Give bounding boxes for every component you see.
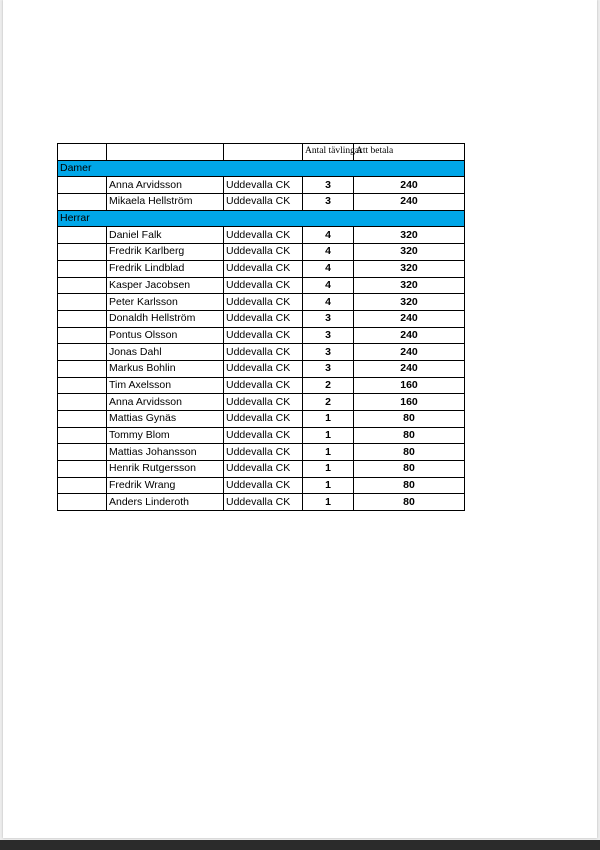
club-cell: Uddevalla CK — [224, 427, 303, 444]
club-cell: Uddevalla CK — [224, 461, 303, 478]
name-cell: Fredrik Wrang — [107, 477, 224, 494]
name-cell: Peter Karlsson — [107, 294, 224, 311]
blank-cell — [58, 461, 107, 478]
club-cell: Uddevalla CK — [224, 327, 303, 344]
club-cell: Uddevalla CK — [224, 344, 303, 361]
blank-cell — [58, 360, 107, 377]
name-cell: Anna Arvidsson — [107, 177, 224, 194]
club-cell: Uddevalla CK — [224, 227, 303, 244]
blank-cell — [58, 344, 107, 361]
name-cell: Fredrik Karlberg — [107, 244, 224, 261]
pay-cell: 240 — [354, 310, 465, 327]
pay-cell: 80 — [354, 494, 465, 511]
pay-cell: 320 — [354, 260, 465, 277]
group-label: Herrar — [58, 210, 465, 227]
group-row-damer — [58, 160, 465, 177]
name-cell: Mattias Gynäs — [107, 411, 224, 428]
table-row — [58, 444, 465, 461]
count-cell: 3 — [303, 310, 354, 327]
table-row — [58, 177, 465, 194]
table-row — [58, 461, 465, 478]
blank-header-cell — [58, 144, 107, 161]
blank-header-cell — [224, 144, 303, 161]
pay-cell: 160 — [354, 394, 465, 411]
table-row — [58, 394, 465, 411]
count-cell: 4 — [303, 260, 354, 277]
results-table — [57, 143, 465, 511]
blank-cell — [58, 277, 107, 294]
results-table-body — [58, 144, 465, 511]
club-cell: Uddevalla CK — [224, 477, 303, 494]
pay-cell: 240 — [354, 360, 465, 377]
count-cell: 4 — [303, 227, 354, 244]
count-cell: 1 — [303, 461, 354, 478]
table-row — [58, 194, 465, 211]
blank-cell — [58, 194, 107, 211]
blank-cell — [58, 327, 107, 344]
club-cell: Uddevalla CK — [224, 294, 303, 311]
count-cell: 1 — [303, 427, 354, 444]
count-cell: 4 — [303, 294, 354, 311]
blank-header-cell — [107, 144, 224, 161]
header-row — [58, 144, 465, 161]
name-cell: Tim Axelsson — [107, 377, 224, 394]
table-row — [58, 260, 465, 277]
blank-cell — [58, 294, 107, 311]
name-cell: Mikaela Hellström — [107, 194, 224, 211]
club-cell: Uddevalla CK — [224, 411, 303, 428]
pay-cell: 240 — [354, 344, 465, 361]
club-cell: Uddevalla CK — [224, 444, 303, 461]
group-row-herrar — [58, 210, 465, 227]
name-cell: Mattias Johansson — [107, 444, 224, 461]
club-cell: Uddevalla CK — [224, 244, 303, 261]
blank-cell — [58, 411, 107, 428]
blank-cell — [58, 177, 107, 194]
blank-cell — [58, 310, 107, 327]
count-cell: 3 — [303, 360, 354, 377]
group-label: Damer — [58, 160, 465, 177]
blank-cell — [58, 477, 107, 494]
table-row — [58, 411, 465, 428]
name-cell: Fredrik Lindblad — [107, 260, 224, 277]
name-cell: Pontus Olsson — [107, 327, 224, 344]
blank-cell — [58, 227, 107, 244]
pay-cell: 320 — [354, 227, 465, 244]
table-row — [58, 294, 465, 311]
pay-cell: 240 — [354, 194, 465, 211]
table-row — [58, 477, 465, 494]
count-cell: 3 — [303, 194, 354, 211]
pay-cell: 80 — [354, 477, 465, 494]
count-cell: 1 — [303, 494, 354, 511]
table-row — [58, 494, 465, 511]
table-row — [58, 277, 465, 294]
club-cell: Uddevalla CK — [224, 277, 303, 294]
club-cell: Uddevalla CK — [224, 260, 303, 277]
club-cell: Uddevalla CK — [224, 394, 303, 411]
pay-cell: 80 — [354, 444, 465, 461]
blank-cell — [58, 394, 107, 411]
count-cell: 1 — [303, 411, 354, 428]
header-att-betala: Att betala — [354, 144, 465, 161]
name-cell: Kasper Jacobsen — [107, 277, 224, 294]
count-cell: 1 — [303, 477, 354, 494]
name-cell: Donaldh Hellström — [107, 310, 224, 327]
name-cell: Henrik Rutgersson — [107, 461, 224, 478]
count-cell: 3 — [303, 327, 354, 344]
count-cell: 2 — [303, 394, 354, 411]
pay-cell: 320 — [354, 294, 465, 311]
blank-cell — [58, 444, 107, 461]
club-cell: Uddevalla CK — [224, 310, 303, 327]
blank-cell — [58, 377, 107, 394]
pay-cell: 240 — [354, 177, 465, 194]
count-cell: 4 — [303, 244, 354, 261]
blank-cell — [58, 260, 107, 277]
table-row — [58, 327, 465, 344]
club-cell: Uddevalla CK — [224, 194, 303, 211]
table-row — [58, 427, 465, 444]
pay-cell: 320 — [354, 277, 465, 294]
count-cell: 4 — [303, 277, 354, 294]
pay-cell: 240 — [354, 327, 465, 344]
count-cell: 3 — [303, 344, 354, 361]
pay-cell: 80 — [354, 427, 465, 444]
document-page — [3, 0, 597, 838]
pay-cell: 320 — [354, 244, 465, 261]
name-cell: Anders Linderoth — [107, 494, 224, 511]
table-row — [58, 244, 465, 261]
blank-cell — [58, 494, 107, 511]
name-cell: Tommy Blom — [107, 427, 224, 444]
name-cell: Markus Bohlin — [107, 360, 224, 377]
count-cell: 1 — [303, 444, 354, 461]
club-cell: Uddevalla CK — [224, 177, 303, 194]
club-cell: Uddevalla CK — [224, 360, 303, 377]
blank-cell — [58, 427, 107, 444]
count-cell: 2 — [303, 377, 354, 394]
club-cell: Uddevalla CK — [224, 494, 303, 511]
name-cell: Daniel Falk — [107, 227, 224, 244]
name-cell: Anna Arvidsson — [107, 394, 224, 411]
table-row — [58, 227, 465, 244]
club-cell: Uddevalla CK — [224, 377, 303, 394]
table-row — [58, 360, 465, 377]
pay-cell: 80 — [354, 411, 465, 428]
viewer-bottom-bar — [0, 840, 600, 850]
name-cell: Jonas Dahl — [107, 344, 224, 361]
header-antal-tavlingar: Antal tävlingar — [303, 144, 354, 161]
table-row — [58, 344, 465, 361]
table-row — [58, 310, 465, 327]
table-row — [58, 377, 465, 394]
count-cell: 3 — [303, 177, 354, 194]
pay-cell: 80 — [354, 461, 465, 478]
blank-cell — [58, 244, 107, 261]
pay-cell: 160 — [354, 377, 465, 394]
